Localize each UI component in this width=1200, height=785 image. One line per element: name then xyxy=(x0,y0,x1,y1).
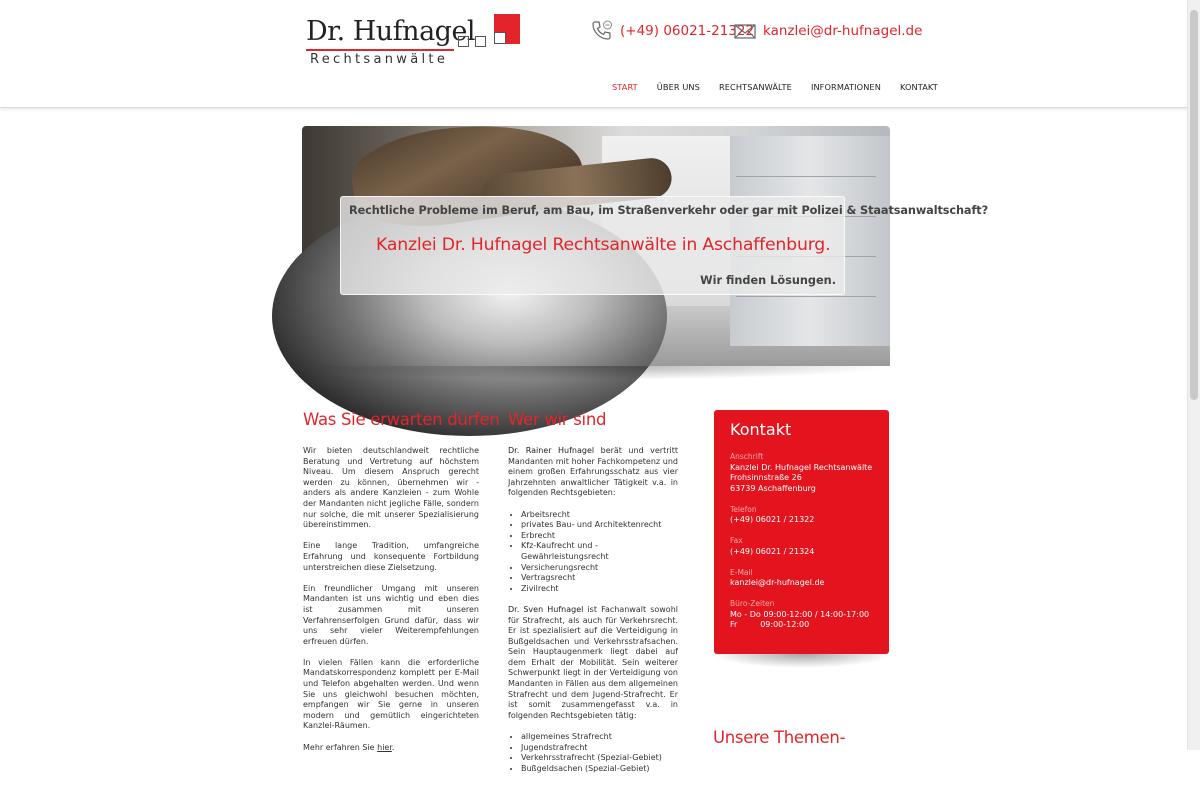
nav-item-start[interactable]: START xyxy=(612,82,638,92)
office-hours-label: Büro-Zeiten xyxy=(730,599,775,608)
about-section xyxy=(508,410,678,785)
expectations-paragraph: Ein freundlicher Umgang mit unseren Mandanten ist uns wichtig und eben dies ist zusammen mit unseren Verfahrenserfolgen Grund dafür, dass wir uns sehr vieler Weiterempfehlungen erfreuen dürfen. xyxy=(303,583,479,646)
list-item: • Versicherungsrecht xyxy=(521,563,678,574)
envelope-icon xyxy=(733,19,757,43)
list-item: • Arbeitsrecht xyxy=(521,510,678,521)
contact-box xyxy=(714,410,889,654)
scrollbar-thumb[interactable] xyxy=(1190,10,1198,400)
site-header xyxy=(0,0,1188,108)
expectations-paragraph: Wir bieten deutschlandweit rechtliche Beratung und Vertretung auf höchstem Niveau. Um diesem Anspruch gerecht werden zu können, übernehmen wir - anders als andere Kanzleien - zum Wohle der Mandanten nicht jegliche Fälle, sondern nur solche, die mit unserer Spezialisierung übereinstimmen. xyxy=(303,446,479,530)
list-item: • Jugendstrafrecht xyxy=(521,743,678,754)
list-item: • privates Bau- und Architektenrecht xyxy=(521,520,678,531)
header-email-text: kanzlei@dr-hufnagel.de xyxy=(763,23,923,39)
practice-areas-list xyxy=(508,510,678,595)
contact-details xyxy=(730,452,885,641)
themes-heading: Unsere Themen- xyxy=(713,728,846,747)
lawyer-name-rainer: Dr. Rainer Hufnagel xyxy=(508,446,595,455)
logo-name: Dr. Hufnagel xyxy=(306,16,476,47)
email-link[interactable]: kanzlei@dr-hufnagel.de xyxy=(730,578,825,587)
hero-tagline: Wir finden Lösungen. xyxy=(700,274,836,287)
office-hours-line: Fr 09:00-12:00 xyxy=(730,620,810,629)
fax-label: Fax xyxy=(730,536,743,545)
list-item: • Zivilrecht xyxy=(521,584,678,595)
nav-item-rechtsanwaelte[interactable]: RECHTSANWÄLTE xyxy=(718,82,792,92)
about-paragraph xyxy=(508,605,678,722)
page-scrollbar[interactable] xyxy=(1187,0,1200,750)
header-email[interactable] xyxy=(733,18,922,44)
expectations-paragraph: Eine lange Tradition, umfangreiche Erfahrung und konsequente Fortbildung unterstreichen diese Zielsetzung. xyxy=(303,541,479,572)
logo-underline xyxy=(306,49,454,51)
expectations-paragraph: In vielen Fällen kann die erforderliche Mandatskorrespondenz komplett per E-Mail und Telefon abgehalten werden. Und wenn Sie uns gleichwohl besuchen möchten, empfangen wir Sie gerne in unseren modern und gemütlich eingerichteten Kanzlei-Räumen. xyxy=(303,657,479,731)
more-info-suffix: . xyxy=(391,742,395,752)
address-group xyxy=(730,452,885,494)
logo[interactable] xyxy=(306,16,526,70)
list-item: • allgemeines Strafrecht xyxy=(521,732,678,743)
list-item: • Verkehrsstrafrecht (Spezial-Gebiet) xyxy=(521,753,678,764)
logo-square-icon xyxy=(458,36,469,47)
contact-box-shadow xyxy=(712,654,892,668)
list-item: • Erbrecht xyxy=(521,531,678,542)
phone-label: Telefon xyxy=(730,504,757,514)
about-heading: Wer wir sind xyxy=(508,410,607,429)
header-phone[interactable] xyxy=(590,18,754,44)
fax-group xyxy=(730,536,885,557)
address-line: 63739 Aschaffenburg xyxy=(730,483,816,493)
practice-areas-list xyxy=(508,732,678,774)
more-info-text: Mehr erfahren Sie xyxy=(303,742,378,752)
address-label: Anschrift xyxy=(730,452,764,461)
fax-number: (+49) 06021 / 21324 xyxy=(730,546,815,556)
main-nav xyxy=(612,82,957,92)
expectations-heading: Was Sie erwarten dürfen xyxy=(303,410,500,429)
email-group xyxy=(730,568,885,589)
phone-icon xyxy=(590,19,614,43)
hero-question: Rechtliche Probleme im Beruf, am Bau, im Straßenverkehr oder gar mit Polizei & Staatsanwaltschaft? xyxy=(349,204,989,217)
email-label: E-Mail xyxy=(730,567,753,577)
nav-item-kontakt[interactable]: KONTAKT xyxy=(899,82,938,92)
list-item: • Kfz-Kaufrecht und -Gewährleistungsrecht xyxy=(521,541,678,562)
more-info-link[interactable]: hier xyxy=(377,742,392,752)
lawyer-name-sven: Dr. Sven Hufnagel xyxy=(508,604,584,614)
nav-item-informationen[interactable]: INFORMATIONEN xyxy=(810,82,881,92)
office-hours-line: Mo - Do 09:00-12:00 / 14:00-17:00 xyxy=(730,609,870,619)
hero-text-box xyxy=(340,196,989,295)
phone-group xyxy=(730,505,885,526)
logo-red-square-icon xyxy=(494,14,520,44)
about-paragraph xyxy=(508,446,678,499)
phone-number[interactable]: (+49) 06021 / 21322 xyxy=(730,515,815,524)
expectations-section xyxy=(303,410,500,764)
office-hours-group xyxy=(730,599,885,631)
address-line: Kanzlei Dr. Hufnagel Rechtsanwälte xyxy=(730,462,873,472)
address-line: Frohsinnstraße 26 xyxy=(730,473,802,482)
list-item: • Bußgeldsachen (Spezial-Gebiet) xyxy=(521,764,678,775)
logo-subtitle: Rechtsanwälte xyxy=(310,52,449,67)
hero-headline: Kanzlei Dr. Hufnagel Rechtsanwälte in Aschaffenburg. xyxy=(376,235,831,255)
hero-banner xyxy=(302,126,989,366)
lawyer-description: berät und vertritt Mandanten mit hoher Fachkompetenz und einem großen Erfahrungsschatz aus vier Jahrzehnten anwaltlicher Tätigkeit v.a. in folgenden Rechtsgebieten: xyxy=(508,446,678,498)
contact-heading: Kontakt xyxy=(730,420,792,439)
hero-shadow xyxy=(300,366,892,380)
nav-item-ueber-uns[interactable]: ÜBER UNS xyxy=(656,82,700,92)
more-info xyxy=(303,743,479,754)
lawyer-description: ist Fachanwalt sowohl für Strafrecht, als auch für Verkehrsrecht. Er ist spezialisiert auf die Verteidigung in Bußgeldsachen und Verkehrsstrafsachen. Sein Hauptaugenmerk liegt dabei auf dem Erhalt der Mobilität. Sein weiterer Schwerpunkt liegt in der Verteidigung von Mandanten in Fällen aus dem allgemeinen Strafrecht und dem Jugend-Strafrecht. Er ist somit zusammengefasst v.a. in folgenden Rechtsgebieten tätig: xyxy=(508,604,678,720)
header-phone-text: (+49) 06021-21322 xyxy=(620,23,755,39)
list-item: • Vertragsrecht xyxy=(521,573,678,584)
logo-square-icon xyxy=(475,36,486,47)
